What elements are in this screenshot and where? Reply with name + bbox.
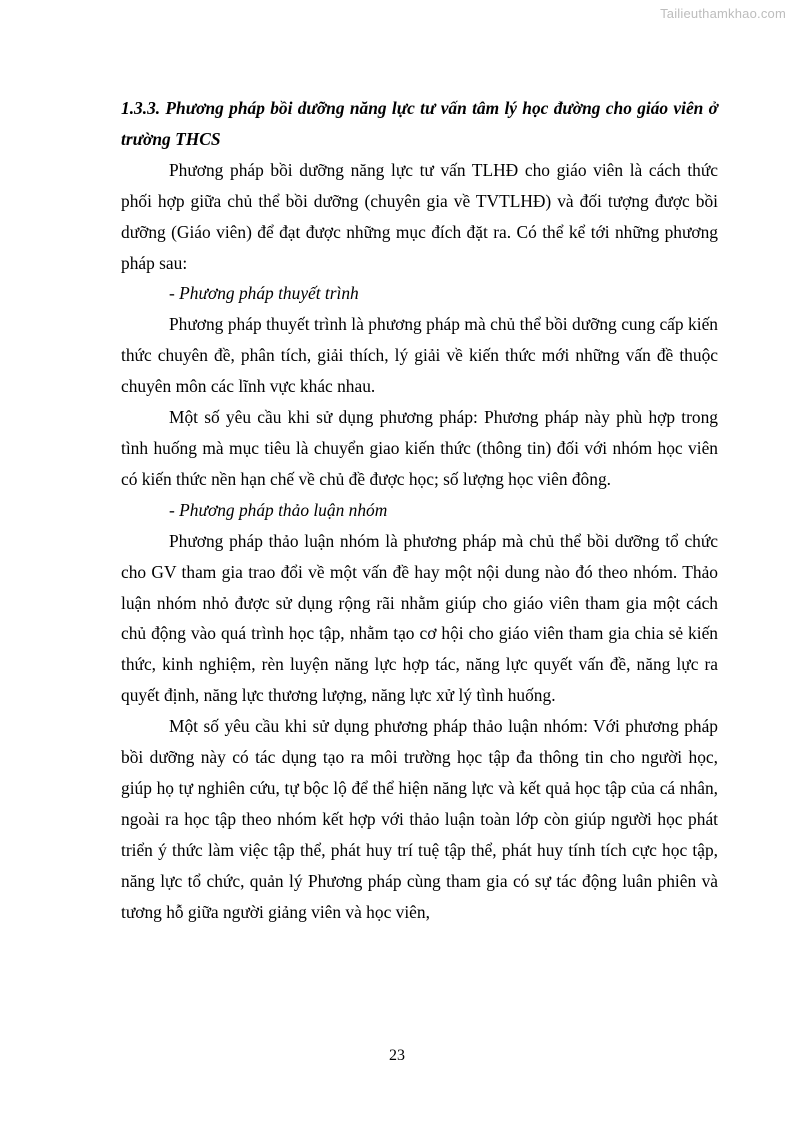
paragraph: Một số yêu cầu khi sử dụng phương pháp: Phương pháp này phù hợp trong tình huống mà mục tiêu là chuyển giao kiến thức (thông tin) đối với nhóm học viên có kiến thức nền hạn chế về chủ đề được học; số lượng học viên đông.	[121, 407, 718, 489]
paragraph: Phương pháp bồi dưỡng năng lực tư vấn TLHĐ cho giáo viên là cách thức phối hợp giữa chủ thể bồi dưỡng (chuyên gia về TVTLHĐ) và đối tượng được bồi dưỡng (Giáo viên) để đạt được những mục đích đặt ra. Có thể kể tới những phương pháp sau:	[121, 159, 718, 273]
subheading-group-discussion-method: - Phương pháp thảo luận nhóm	[169, 499, 388, 520]
section-heading: 1.3.3. Phương pháp bồi dưỡng năng lực tư vấn tâm lý học đường cho giáo viên ở trường THCS	[121, 98, 718, 149]
watermark: Tailieuthamkhao.com	[660, 6, 786, 21]
document-body	[121, 93, 718, 927]
paragraph: Phương pháp thuyết trình là phương pháp mà chủ thể bồi dưỡng cung cấp kiến thức chuyên đề, phân tích, giải thích, lý giải về kiến thức mới những vấn đề thuộc chuyên môn các lĩnh vực khác nhau.	[121, 314, 718, 397]
paragraph: Phương pháp thảo luận nhóm là phương pháp mà chủ thể bồi dưỡng tổ chức cho GV tham gia trao đổi về một vấn đề hay một nội dung nào đó theo nhóm. Thảo luận nhóm nhỏ được sử dụng rộng rãi nhằm giúp cho giáo viên tham gia một cách chủ động vào quá trình học tập, nhằm tạo cơ hội cho giáo viên tham gia chia sẻ kiến thức, kinh nghiệm, rèn luyện năng lực hợp tác, năng lực quyết vấn đề, năng lực ra quyết định, năng lực thương lượng, năng lực xử lý tình huống.	[121, 530, 718, 706]
page-number: 23	[389, 1047, 405, 1064]
subheading-lecture-method: - Phương pháp thuyết trình	[169, 283, 359, 304]
paragraph: Một số yêu cầu khi sử dụng phương pháp thảo luận nhóm: Với phương pháp bồi dưỡng này có tác dụng tạo ra môi trường học tập đa thông tin cho người học, giúp họ tự nghiên cứu, tự bộc lộ để thể hiện năng lực và kết quả học tập của cá nhân, ngoài ra học tập theo nhóm kết hợp với thảo luận toàn lớp còn giúp người học phát triển ý thức làm việc tập thể, phát huy trí tuệ tập thể, phát huy tính tích cực học tập, năng lực tổ chức, quản lý Phương pháp cùng tham gia có sự tác động luân phiên và tương hỗ giữa người giảng viên và học viên,	[121, 716, 718, 922]
